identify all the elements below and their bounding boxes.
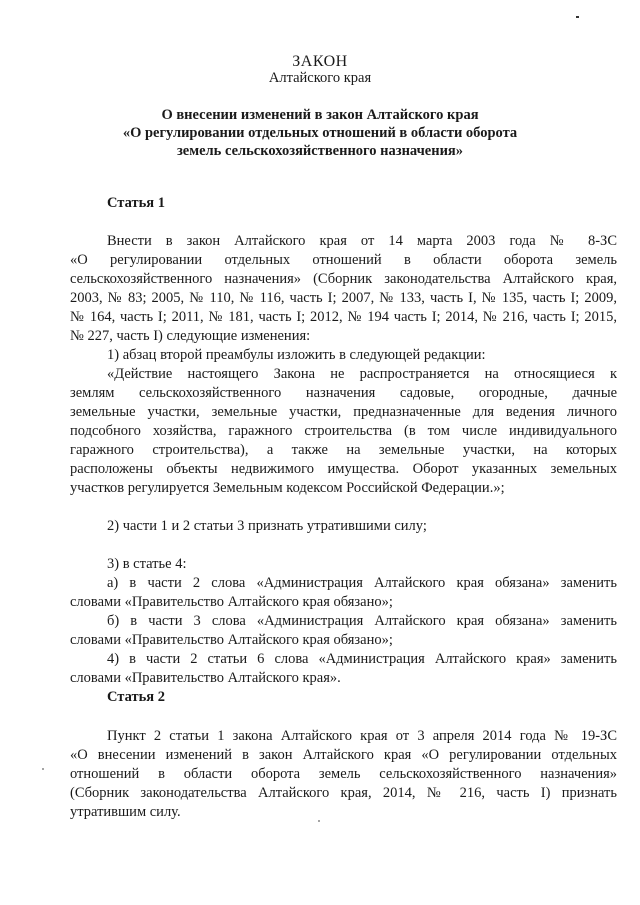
article-1-intro-line: сельскохозяйственного назначения» (Сборник законодательства Алтайского края, <box>70 271 617 287</box>
article-2-line: «О внесении изменений в закон Алтайского края «О регулировании отдельных <box>70 747 617 763</box>
article-1-quote-line: расположены объекты недвижимого имущества. Оборот указанных земельных <box>70 461 617 477</box>
article-1-item-3a-line: а) в части 2 слова «Администрация Алтайского края обязана» заменить <box>107 575 617 591</box>
article-2-line: Пункт 2 статьи 1 закона Алтайского края от 3 апреля 2014 года № 19-ЗС <box>107 728 617 744</box>
article-1-item-3: 3) в статье 4: <box>107 556 187 572</box>
article-1-intro-line: «О регулировании отдельных отношений в области оборота земель <box>70 252 617 268</box>
law-heading-line: земель сельскохозяйственного назначения» <box>176 143 464 159</box>
article-1-quote-line: гаражного строительства), а также на земельные участки, на которых <box>70 442 617 458</box>
article-1-quote-line: землям сельскохозяйственного назначения садовые, огородные, дачные <box>70 385 617 401</box>
article-2-heading: Статья 2 <box>107 689 165 705</box>
article-1-quote-line: участков регулируется Земельным кодексом Российской Федерации.»; <box>70 480 505 496</box>
document-subtitle: Алтайского края <box>268 70 372 86</box>
law-heading-line: О внесении изменений в закон Алтайского края <box>161 107 479 123</box>
law-heading-line: «О регулировании отдельных отношений в области оборота <box>122 125 518 141</box>
article-1-intro-line: 2003, № 83; 2005, № 110, № 116, часть I; 2007, № 133, часть I, № 135, часть I; 2009, <box>70 290 617 306</box>
article-1-intro-line: Внести в закон Алтайского края от 14 марта 2003 года № 8-ЗС <box>107 233 617 249</box>
article-1-quote-line: подсобного хозяйства, гаражного строительства (в том числе индивидуального <box>70 423 617 439</box>
article-1-item-3b-line: словами «Правительство Алтайского края обязано»; <box>70 632 393 648</box>
article-2-line: отношений в области оборота земель сельскохозяйственного назначения» <box>70 766 617 782</box>
scan-speck <box>42 768 44 770</box>
article-1-quote-line: «Действие настоящего Закона не распространяется на относящиеся к <box>107 366 617 382</box>
article-2-line: (Сборник законодательства Алтайского края, 2014, № 216, часть I) признать <box>70 785 617 801</box>
scan-mark <box>576 16 579 18</box>
document-title: ЗАКОН <box>292 53 348 70</box>
article-1-item-4-line: 4) в части 2 статьи 6 слова «Администрация Алтайского края» заменить <box>107 651 617 667</box>
article-1-item-2: 2) части 1 и 2 статьи 3 признать утратившими силу; <box>107 518 427 534</box>
article-1-item-1: 1) абзац второй преамбулы изложить в следующей редакции: <box>107 347 486 363</box>
article-1-item-3a-line: словами «Правительство Алтайского края обязано»; <box>70 594 393 610</box>
article-1-intro-line: № 227, часть I) следующие изменения: <box>70 328 311 344</box>
article-1-item-3b-line: б) в части 3 слова «Администрация Алтайского края обязана» заменить <box>107 613 617 629</box>
article-1-intro-line: № 164, часть I; 2011, № 181, часть I; 2012, № 194 часть I; 2014, № 216, часть I; 2015, <box>70 309 617 325</box>
article-2-line: утратившим силу. <box>70 804 181 820</box>
article-1-heading: Статья 1 <box>107 195 165 211</box>
article-1-item-4-line: словами «Правительство Алтайского края». <box>70 670 341 686</box>
article-1-quote-line: земельные участки, земельные участки, предназначенные для ведения личного <box>70 404 617 420</box>
